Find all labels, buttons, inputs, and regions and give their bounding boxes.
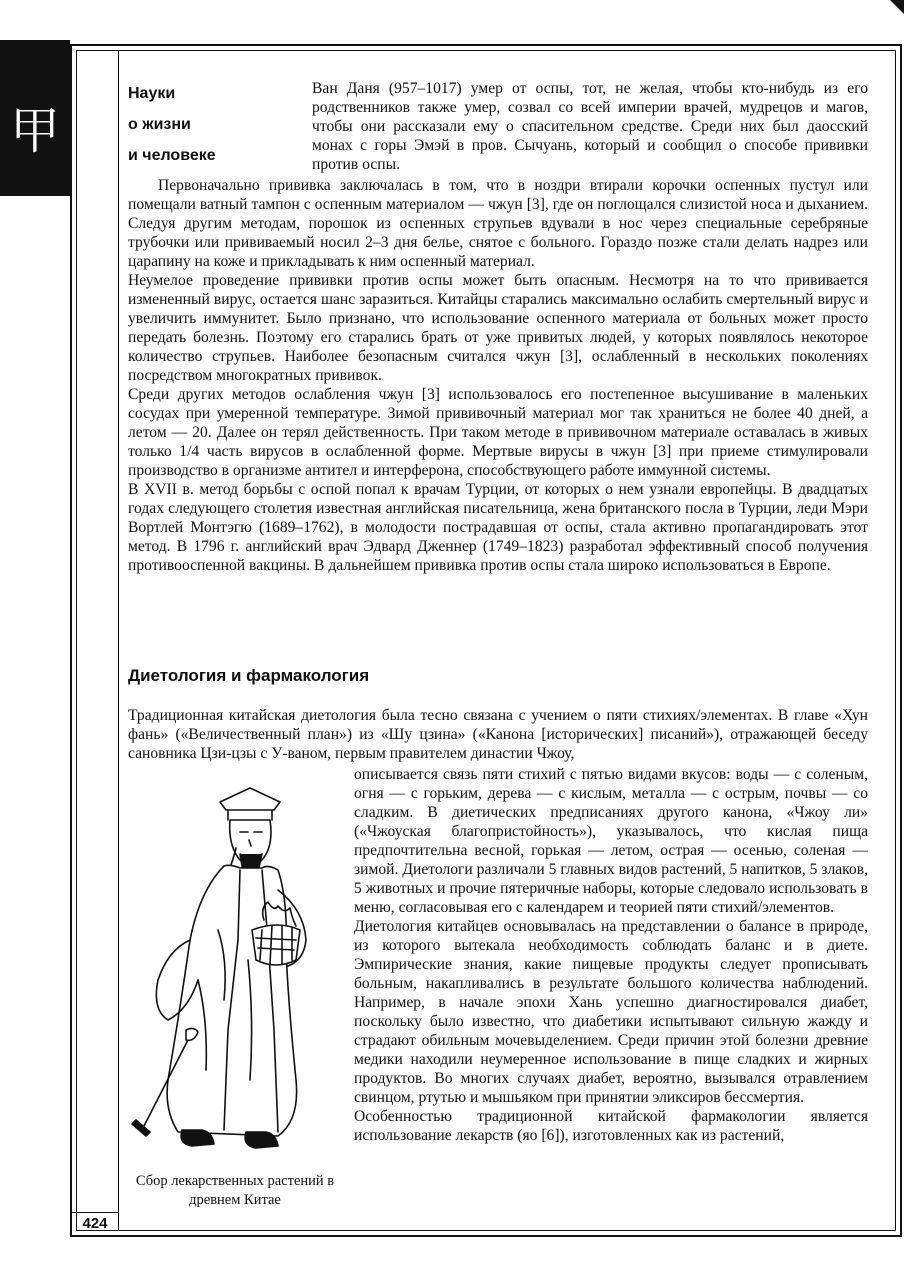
paragraph: Традиционная китайская диетология была тесно связана с учением о пяти стихиях/элементах. В главе «Хун фань» («Величественный план») из «Шу цзина» («Канона [исторических] писаний»), отражающей беседу сановника Цзи-цзы с У-ваном, первым правителем династии Чжоу, <box>128 707 868 762</box>
paragraph: Диетология китайцев основывалась на представлении о балансе в природе, из которого вытекала необходимость соблюдать баланс и в диете. Эмпирические знания, какие пищевые продукты следует прописывать больным, накапливались в результате большого количества наблюдений. Например, в начале эпохи Хань успешно диагностировался диабет, поскольку было известно, что диабетики испытывают сильную жажду и страдают обильным мочевыделением. Среди причин этой болезни древние медики находили неумеренное использование в пище сладких и жирных продуктов. Во многих случаях диабет, вероятно, вызывался отравлением свинцом, ртутью и мышьяком при принятии эликсиров бессмертия. <box>354 918 868 1106</box>
section-label-line: Науки <box>128 85 176 102</box>
section-label <box>128 78 298 171</box>
paragraph: Особенностью традиционной китайской фармакологии является использование лекарств (яо [6]), изготовленных как из растений, <box>354 1108 868 1144</box>
chapter-glyph: 甲 <box>10 102 60 160</box>
margin-rule <box>118 50 119 1230</box>
diet-column <box>354 765 868 1145</box>
section-heading: Диетология и фармакология <box>128 666 370 685</box>
page-number: 424 <box>82 1215 108 1232</box>
section-label-line: и человеке <box>128 147 216 164</box>
paragraph: Ван Даня (957–1017) умер от оспы, тот, не желая, чтобы кто-нибудь из его родственников также умер, созвал со всей империи врачей, мудрецов и магов, чтобы они рассказали ему о спасительном средстве. Среди них был даосский монах с горы Эмэй в пров. Сычуань, который и сообщил о способе прививки против оспы. <box>312 80 868 173</box>
section-label-line: о жизни <box>128 116 191 133</box>
paragraph: Неумелое проведение прививки против оспы может быть опасным. Несмотря на то что прививается измененный вирус, остается шанс заразиться. Китайцы старались максимально ослабить смертельный вирус и увеличить иммунитет. Было признано, что использование оспенного материала от больных может просто передать болезнь. Поэтому его старались брать от уже привитых людей, у которых появлялось некоторое количество струпьев. Наиболее безопасным считался чжун [3], ослабленный в нескольких поколениях посредством многократных прививок. <box>128 272 868 384</box>
herbalist-figure-icon <box>128 780 342 1160</box>
herbalist-illustration <box>128 780 342 1160</box>
figure-caption: Сбор лекарственных растений в древнем Китае <box>135 1173 335 1208</box>
paragraph: В XVII в. метод борьбы с оспой попал к врачам Турции, от которых о нем узнали европейцы. В двадцатых годах следующего столетия известная английская писательница, жена британского посла в Турции, леди Мэри Вортлей Монтэгю (1689–1762), в молодости пострадавшая от оспы, стала активно пропагандировать этот метод. В 1796 г. английский врач Эдвард Дженнер (1749–1823) разработал эффективный способ получения противооспенной вакцины. В дальнейшем прививка против оспы стала широко использоваться в Европе. <box>128 481 868 574</box>
diet-intro <box>128 706 868 763</box>
paragraph: Среди других методов ослабления чжун [3] использовалось его постепенное высушивание в маленьких сосудах при умеренной температуре. Зимой прививочный материал мог так храниться не более 40 дней, а летом — 20. Далее он терял действенность. При таком методе в прививочном материале оставалась в живых только 1/4 часть вирусов в ослабленной форме. Мертвые вирусы в чжун [3] при приеме стимулировали производство в организме антител и интерферона, способствующего работе иммунной системы. <box>128 386 868 479</box>
paragraph: Первоначально прививка заключалась в том, что в ноздри втирали корочки оспенных пустул или помещали ватный тампон с оспенным материалом — чжун [3], где он поглощался слизистой носа и дыханием. Следуя другим методам, порошок из оспенных струпьев вдували в нос через специальные серебряные трубочки или прививаемый носил 2–3 дня белье, снятое с больного. Гораздо позже стали делать надрез или царапину на коже и прикладывать к ним оспенный материал. <box>128 177 868 270</box>
corner-mark <box>890 0 904 14</box>
intro-paragraph-1 <box>312 79 868 174</box>
chapter-tab <box>0 40 70 196</box>
body-text <box>128 176 868 575</box>
paragraph: описывается связь пяти стихий с пятью видами вкусов: воды — с соленым, огня — с горьким, дерева — с кислым, металла — с острым, почвы — со сладким. В диетических предписаниях другого канона, «Чжоу ли» («Чжоуская благопристойность»), указывалось, что кислая пища предпочтительна весной, горькая — летом, острая — осенью, соленая — зимой. Диетологи различали 5 главных видов растений, 5 напитков, 5 злаков, 5 животных и прочие пятеричные наборы, которые следовало использовать в меню, согласовывая его с календарем и теорией пяти стихий/элементов. <box>354 766 868 916</box>
